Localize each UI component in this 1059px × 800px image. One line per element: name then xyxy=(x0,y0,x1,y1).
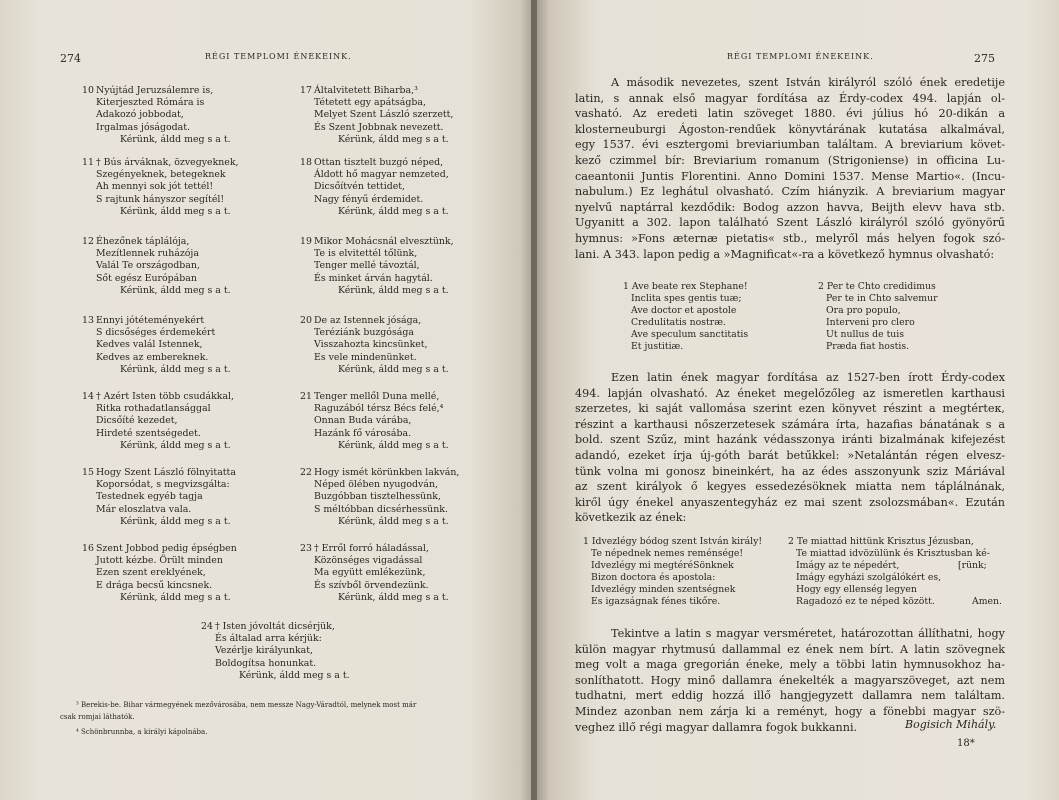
stanza-line: Néped ölében nyugodván, xyxy=(314,479,438,491)
verse-line: Per te in Chto salvemur xyxy=(826,292,938,304)
stanza-line: Melyet Szent László szerzett, xyxy=(314,109,454,121)
stanza-line: Kérünk, áldd meg s a t. xyxy=(120,205,231,217)
stanza-line: Kérünk, áldd meg s a t. xyxy=(338,133,449,145)
stanza-line: De az Istennek jósága, xyxy=(314,315,422,326)
verse-line: Imágy az te népedért, xyxy=(796,559,900,571)
verse-line: Præda fiat hostis. xyxy=(826,340,910,352)
stanza-line: Kiterjeszted Rómára is xyxy=(96,97,205,109)
text-line: nyelvű naptárral kezdődik: Bodog azzon havva, Beijth elevv hava stb. xyxy=(575,200,1005,214)
stanza-line: Közönséges vigadással xyxy=(314,555,423,567)
stanza-line: Raguzából térsz Bécs felé,⁴ xyxy=(314,403,444,415)
stanza-line: És Szent Jobbnak nevezett. xyxy=(314,121,444,133)
verse-line: Ut nullus de tuis xyxy=(826,328,905,340)
stanza-line: Kérünk, áldd meg s a t. xyxy=(120,591,231,603)
stanza-line: Kérünk, áldd meg s a t. xyxy=(120,439,231,451)
verse-line: Inclita spes gentis tuæ; xyxy=(631,292,742,304)
page-number: 274 xyxy=(60,52,81,65)
stanza-line: Valál Te országodban, xyxy=(96,260,200,272)
verse-line: Ora pro populo, xyxy=(826,304,901,316)
verse-line: 2 Te miattad hittünk Krisztus Jézusban, xyxy=(788,536,974,547)
stanza-line: Kedves az embereknek. xyxy=(96,351,209,363)
stanza-number: 14 xyxy=(82,391,94,402)
stanza-line: Szent Jobbod pedig épségben xyxy=(96,543,237,554)
verse-line: Es igazságnak fénes tikőre. xyxy=(591,595,721,607)
stanza-line: Ritka rothadatlansággal xyxy=(96,403,211,415)
stanza-number: 12 xyxy=(82,236,94,247)
text-line: nabulum.) Ez leghátul olvasható. Czím hiányzik. A breviarium magyar xyxy=(575,185,1005,199)
text-line: Ezen latin ének magyar fordítása az 1527-ben írott Érdy-codex xyxy=(611,371,1005,384)
stanza xyxy=(201,621,350,682)
stanza-line: S dicsőséges érdemekért xyxy=(96,327,216,339)
running-header: RÉGI TEMPLOMI ÉNEKEINK. xyxy=(205,52,352,61)
stanza-line: Es vele mindenünket. xyxy=(314,351,417,363)
stanza xyxy=(82,85,231,146)
stanza xyxy=(82,467,236,528)
verse-line: Idvezlégy mi megtéréSönknek xyxy=(591,559,734,571)
verse-line: Ragadozó ez te néped között. xyxy=(796,595,935,607)
stanza-line: Kérünk, áldd meg s a t. xyxy=(338,363,449,375)
stanza-line: Áldott hő magyar nemzeted, xyxy=(314,169,449,181)
text-line: egy 1537. évi esztergomi breviariumban találtam. A breviarium követ- xyxy=(575,138,1005,152)
signature-mark: 18* xyxy=(957,738,975,749)
stanza-number: 24 xyxy=(201,621,213,632)
stanza-number: 19 xyxy=(300,236,312,247)
text-line: caeantonii Juntis Florentini. Anno Domini 1537. Mense Martio«. (Incu- xyxy=(575,169,1005,183)
stanza-number: 13 xyxy=(82,315,94,326)
stanza-line: Vezérlje királyunkat, xyxy=(215,645,313,657)
text-line: következik az ének: xyxy=(575,511,687,525)
verse-line: Bizon doctora és apostola: xyxy=(591,571,716,583)
running-header: RÉGI TEMPLOMI ÉNEKEINK. xyxy=(727,52,874,61)
text-line: bold. szent Szűz, mint hazánk védasszonya iránti bizalmának kifejezést xyxy=(575,433,1005,447)
stanza-line: † Isten jóvoltát dicsérjük, xyxy=(215,621,335,632)
stanza-line: Éhezőnek táplálója, xyxy=(96,236,190,247)
stanza-line: És szívből örvendezünk. xyxy=(314,579,429,591)
stanza-line: † Bús árváknak, özvegyeknek, xyxy=(96,157,239,168)
text-line: az szent királyok ő kegyes essedezésöknek miatta nem táplálnának, xyxy=(575,480,1005,494)
stanza-line: Kérünk, áldd meg s a t. xyxy=(338,205,449,217)
hymn-amen: Amen. xyxy=(972,596,1002,607)
text-line: részint a karthausi nőszerzetesek számára írta, hazafias bánatának s a xyxy=(575,417,1005,431)
text-line: vasható. Az eredeti latin szöveget 1880. évi július hó 20-dikán a xyxy=(575,107,1005,121)
text-line: hymnus: »Fons æternæ pietatis« stb., melyről más helyen fogok szó- xyxy=(575,231,1005,245)
stanza-line: Testednek egyéb tagja xyxy=(96,491,203,503)
text-line: sonlíthatott. Hogy minő dallamra énekelték a magyarszöveget, azt nem xyxy=(575,673,1005,687)
stanza xyxy=(82,157,239,218)
verse-line: Te miattad idvözülünk és Krisztusban ké- xyxy=(796,547,990,559)
stanza-line: Dicsőíté kezedet, xyxy=(96,415,178,427)
stanza-line: Jutott kézbe. Örült minden xyxy=(96,555,223,567)
stanza-line: Hogy ismét körünkben lakván, xyxy=(314,467,460,478)
text-line: kiről úgy énekel anyaszentegyház ez mai szent zsolozsmában«. Ezután xyxy=(575,495,1005,509)
verse-line: Et justitiæ. xyxy=(631,340,684,352)
hymn-continuation: [rünk; xyxy=(958,560,987,571)
stanza-line: Adakozó jobbodat, xyxy=(96,109,184,121)
stanza-line: És általad arra kérjük: xyxy=(215,633,322,645)
stanza-line: Te is elvitettél tőlünk, xyxy=(314,248,418,260)
stanza-line: Ottan tisztelt buzgó néped, xyxy=(314,157,444,168)
stanza-number: 21 xyxy=(300,391,312,402)
stanza-number: 11 xyxy=(82,157,94,168)
paragraph-translation xyxy=(575,370,1005,526)
stanza-number: 18 xyxy=(300,157,312,168)
stanza-line: † Erről forró háladással, xyxy=(314,543,429,554)
stanza-number: 17 xyxy=(300,85,312,96)
stanza-number: 20 xyxy=(300,315,312,326)
verse-line: Interveni pro clero xyxy=(826,316,915,328)
verse-line: Ave doctor et apostole xyxy=(631,304,737,316)
stanza-line: E drága becsű kincsnek. xyxy=(96,579,213,591)
stanza-line: † Azért Isten több csudákkal, xyxy=(96,391,235,402)
verse-line: Ave speculum sanctitatis xyxy=(631,328,749,340)
latin-hymn-stanza-2 xyxy=(818,281,938,352)
stanza-number: 23 xyxy=(300,543,312,554)
text-line: 494. lapján olvasható. Az éneket megelőzőleg az ismeretlen karthausi xyxy=(575,386,1005,400)
stanza-line: Hirdeté szentségedet. xyxy=(96,427,201,439)
stanza-number: 15 xyxy=(82,467,94,478)
stanza-line: Kérünk, áldd meg s a t. xyxy=(239,669,350,681)
stanza-line: Hogy Szent László fölnyitatta xyxy=(96,467,236,478)
stanza-line: Teréziánk buzgósága xyxy=(314,327,414,339)
stanza-line: Sőt egész Európában xyxy=(96,272,197,284)
stanza-line: S méltóbban dicsérhessünk. xyxy=(314,503,448,515)
stanza xyxy=(82,315,231,376)
stanza-line: Kérünk, áldd meg s a t. xyxy=(338,591,449,603)
verse-line: 2 Per te Chto credidimus xyxy=(818,281,936,292)
stanza xyxy=(300,315,449,376)
verse-line: Hogy egy ellenség legyen xyxy=(796,583,917,595)
stanza-line: Nyújtád Jeruzsálemre is, xyxy=(96,85,214,96)
text-line: adandó, ezeket írja új-góth barát betűkkel: »Netalántán régen elvesz- xyxy=(575,448,1005,462)
text-line: szerzetes, ki saját vallomása szerint ezen könyvet részint a megtérteк, xyxy=(575,402,1005,416)
stanza-line: Onnan Buda várába, xyxy=(314,415,412,427)
stanza-line: Kérünk, áldd meg s a t. xyxy=(338,284,449,296)
text-line: A második nevezetes, szent István királyról szóló ének eredetije xyxy=(611,76,1005,89)
text-line: tünk volna mi gonosz bineinkért, ha az édes asszonyunk sziz Máriával xyxy=(575,464,1005,478)
stanza-line: S rajtunk hányszor segítél! xyxy=(96,193,225,205)
stanza-line: Ennyi jótéteményekért xyxy=(96,315,205,326)
stanza xyxy=(300,467,460,528)
stanza xyxy=(300,85,454,146)
stanza-line: Ah mennyi sok jót tettél! xyxy=(96,181,214,193)
text-line: Ugyanitt a 302. lapon található Szent László királyról szóló gyönyörű xyxy=(575,216,1005,230)
text-line: Mindez azonban nem zárja ki a reményt, hogy a fönebbi magyar szö- xyxy=(575,704,1005,718)
stanza-line: Ezen szent ereklyének, xyxy=(96,567,206,579)
stanza xyxy=(82,391,235,452)
hungarian-hymn-stanza-1 xyxy=(583,536,762,607)
stanza-line: Kérünk, áldd meg s a t. xyxy=(338,439,449,451)
stanza-line: Mezítlennek ruházója xyxy=(96,248,199,260)
stanza-line: Irgalmas jóságodat. xyxy=(96,121,190,133)
stanza xyxy=(300,391,449,452)
stanza-line: Tétetett egy apátságba, xyxy=(314,97,426,109)
text-line: tudhatni, mert eddig hozzá illő hangjegyzett dallamra nem találtam. xyxy=(575,689,1005,703)
footnote: ⁴ Schönbrunnba, a királyi kápolnába. xyxy=(76,728,208,736)
stanza-line: Boldogítsa honunkat. xyxy=(215,657,317,669)
stanza-line: Kérünk, áldd meg s a t. xyxy=(120,363,231,375)
stanza-line: Kérünk, áldd meg s a t. xyxy=(120,515,231,527)
stanza-line: Visszahozta kincsünket, xyxy=(314,339,428,351)
stanza-line: Buzgóbban tisztelhessünk, xyxy=(314,491,441,503)
verse-line: Credulitatis nostræ. xyxy=(631,316,726,328)
stanza-line: Már eloszlatva vala. xyxy=(96,503,192,515)
verse-line: Imágy egyházi szolgálókért es, xyxy=(796,571,942,583)
stanza xyxy=(300,236,454,297)
author-signature: Bogisich Mihály. xyxy=(905,718,997,731)
stanza xyxy=(82,543,237,604)
stanza-line: Kérünk, áldd meg s a t. xyxy=(120,133,231,145)
footnote: ³ Berekis-be. Bihar vármegyének mezővárosába, nem messze Nagy-Váradtól, melynek most már xyxy=(76,701,417,709)
stanza-line: Szegényeknek, betegeknek xyxy=(96,169,226,181)
stanza-line: Nagy fényű érdemidet. xyxy=(314,193,424,205)
verse-line: Idvezlégy minden szentségnek xyxy=(591,583,736,595)
stanza-line: Általvitetett Biharba,³ xyxy=(314,85,418,96)
stanza-line: Kedves valál Istennek, xyxy=(96,339,203,351)
text-line: meg volt a maga gregorián éneke, mely a többi latin hymnusokhoz ha- xyxy=(575,658,1005,672)
text-line: klosterneuburgi Ágoston-rendűek könyvtárának kutatása alkalmával, xyxy=(575,122,1005,136)
stanza-number: 16 xyxy=(82,543,94,554)
stanza-line: Tenger mellé távoztál, xyxy=(314,260,420,272)
latin-hymn-stanza-1 xyxy=(623,281,748,352)
stanza-number: 22 xyxy=(300,467,312,478)
page-number: 275 xyxy=(974,52,995,65)
stanza xyxy=(82,236,231,297)
verse-line: 1 Ave beate rex Stephane! xyxy=(623,281,748,292)
verse-line: Te népednek nemes reménsége! xyxy=(591,547,744,559)
stanza-number: 10 xyxy=(82,85,94,96)
paragraph-intro xyxy=(575,75,1005,262)
stanza-line: És minket árván hagytál. xyxy=(314,272,433,284)
text-line: latin, s annak első magyar fordítása az Érdy-codex 494. lapján ol- xyxy=(575,91,1005,105)
stanza xyxy=(300,157,449,218)
stanza-line: Dicsőítvén tettidet, xyxy=(314,181,405,193)
text-line: Tekintve a latin s magyar versméretet, határozottan állíthatni, hogy xyxy=(611,627,1005,640)
text-line: kező czimmel bír: Breviarium romanum (Strigoniense) in officina Lu- xyxy=(575,153,1005,167)
stanza-line: Tenger mellől Duna mellé, xyxy=(314,391,440,402)
text-line: veghez illő régi magyar dallamra fogok bukkanni. xyxy=(575,720,858,734)
stanza-line: Koporsódat, s megvizsgálta: xyxy=(96,479,230,491)
stanza xyxy=(300,543,449,604)
text-line: lani. A 343. lapon pedig a »Magnificat«-ra a következő hymnus olvasható: xyxy=(575,247,995,261)
stanza-line: Ma együtt emlékezünk, xyxy=(314,567,426,579)
stanza-line: Mikor Mohácsnál elvesztünk, xyxy=(314,236,454,247)
stanza-line: Hazánk fő városába. xyxy=(314,427,412,439)
stanza-line: Kérünk, áldd meg s a t. xyxy=(338,515,449,527)
footnote: csak romjai láthatók. xyxy=(60,713,135,721)
text-line: külön magyar rhytmusú dallammal ez ének nem bírt. A latin szövegnek xyxy=(575,642,1005,656)
verse-line: 1 Idvezlégy bódog szent István király! xyxy=(583,536,763,547)
stanza-line: Kérünk, áldd meg s a t. xyxy=(120,284,231,296)
